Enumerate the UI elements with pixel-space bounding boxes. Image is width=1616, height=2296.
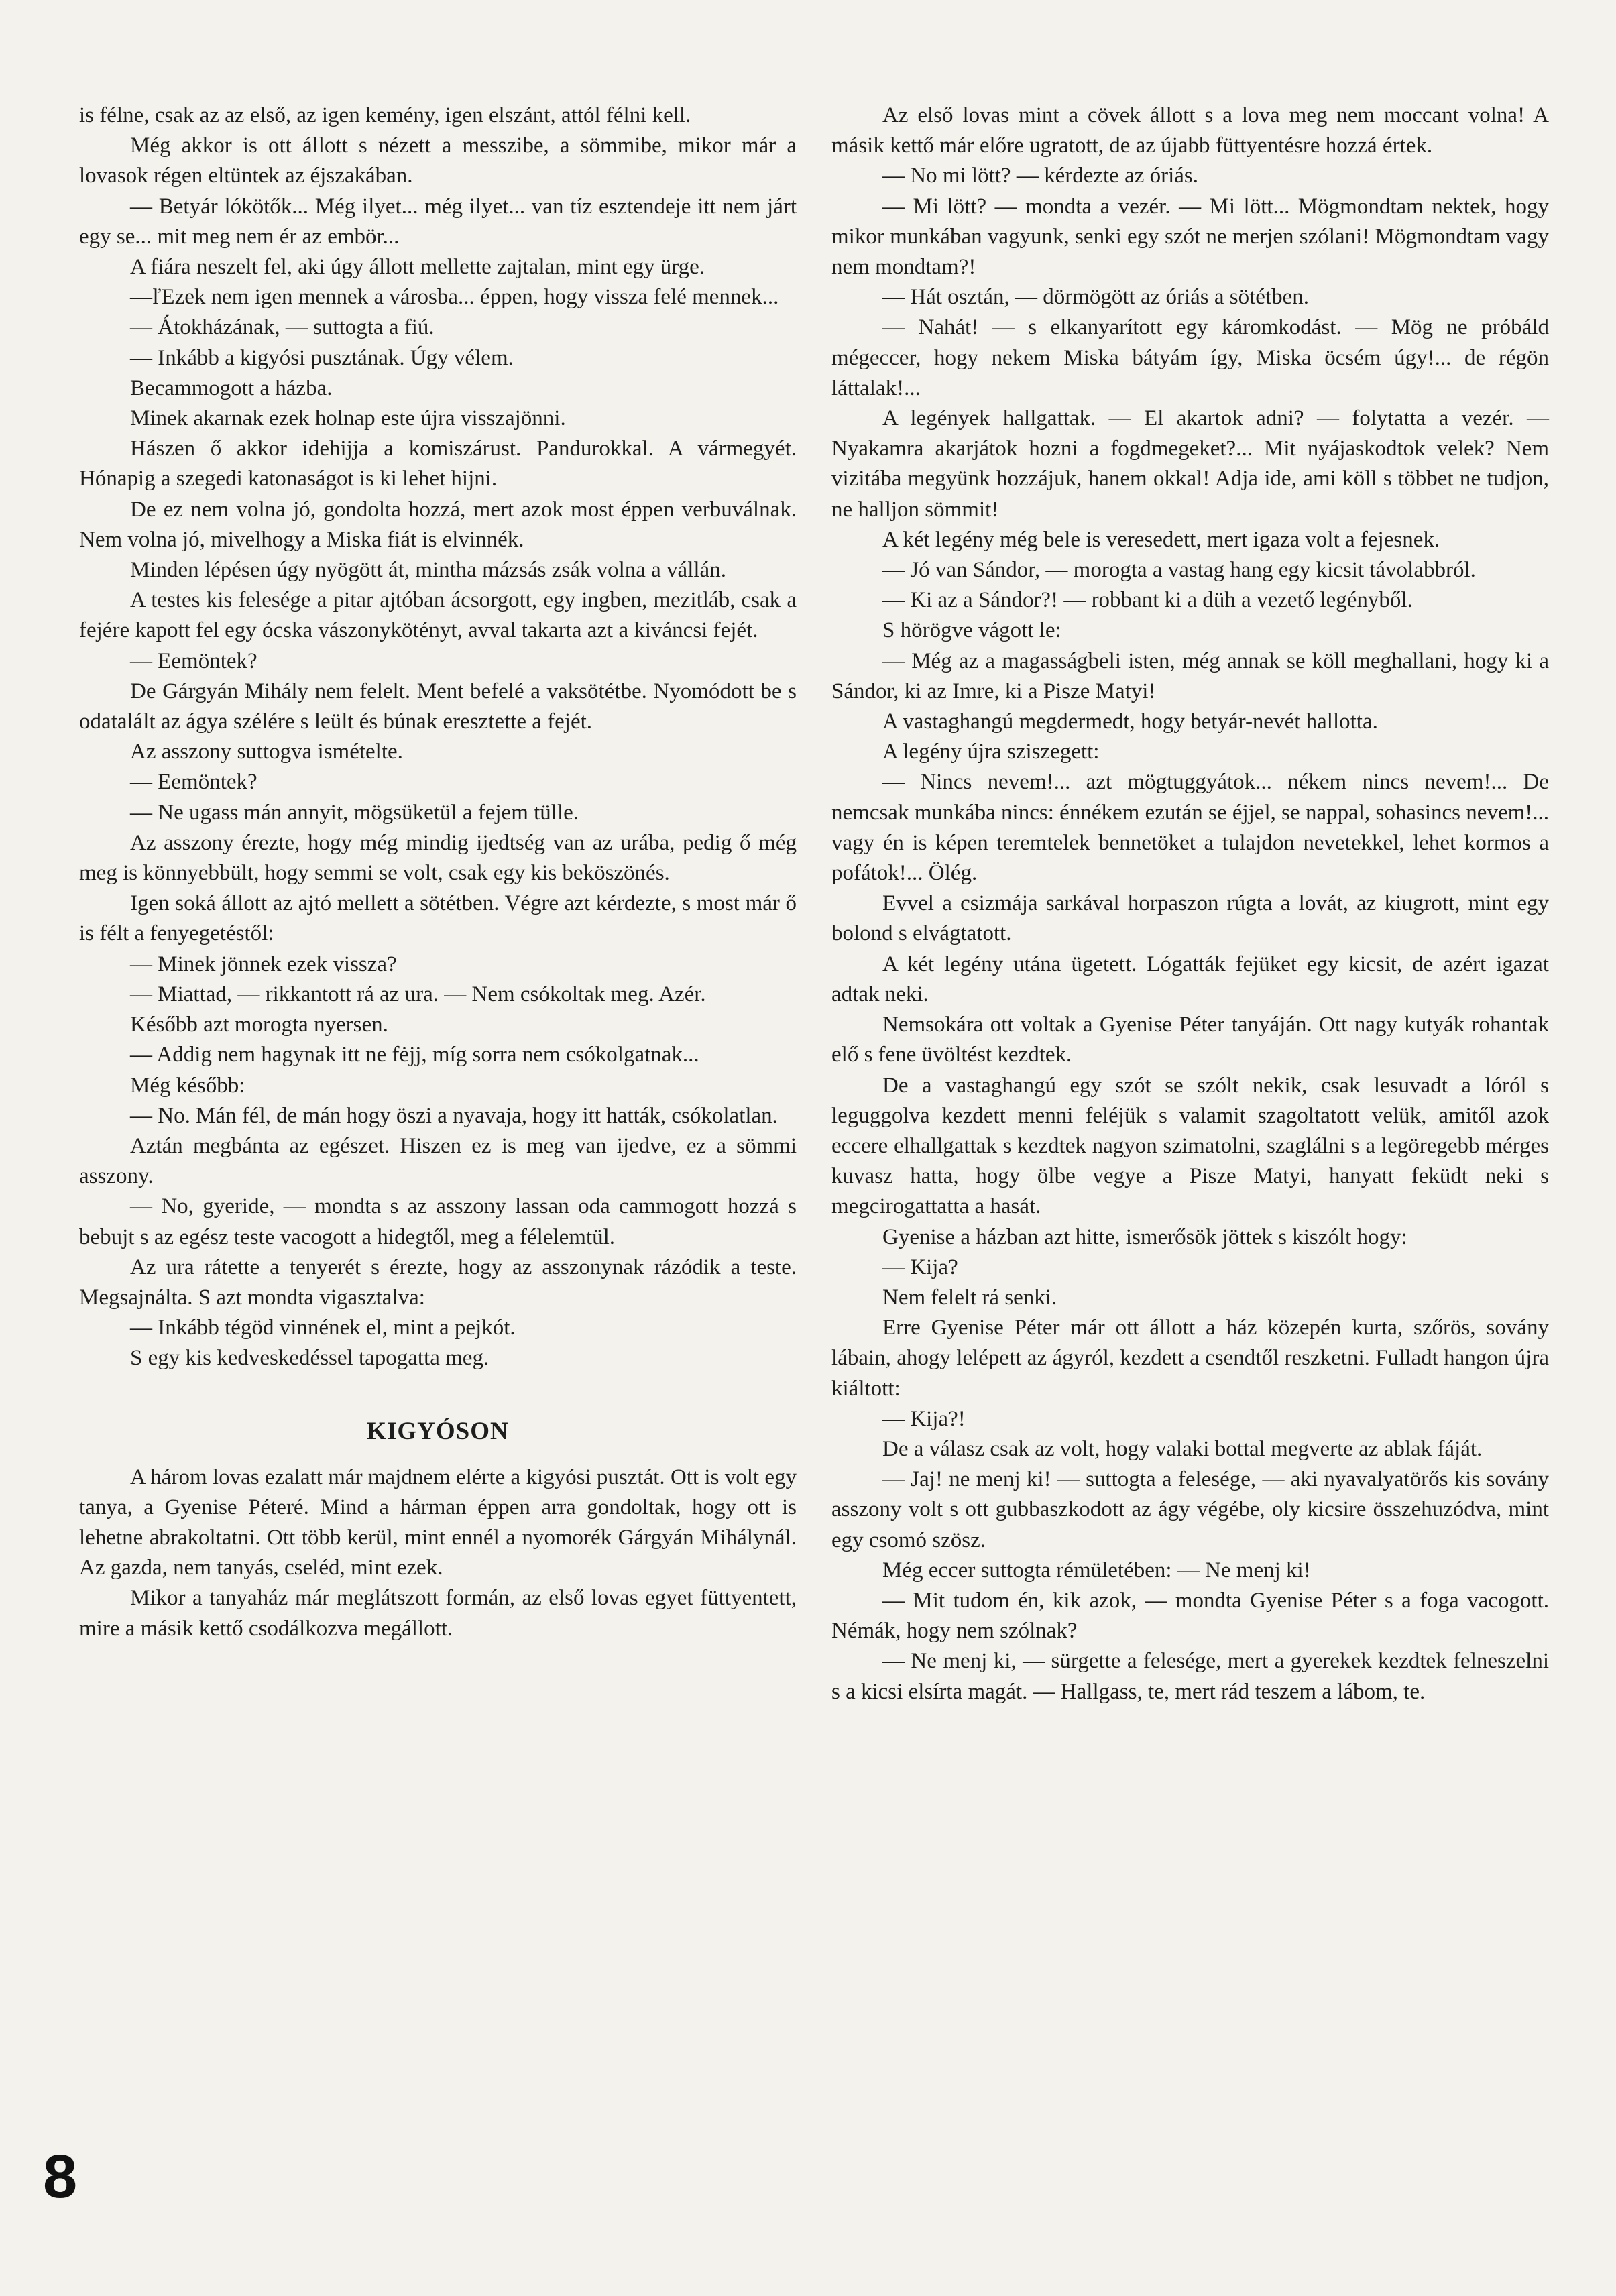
left-column-text-after-heading (79, 1462, 797, 1644)
paragraph: — Minek jönnek ezek vissza? (130, 952, 397, 976)
paragraph: Igen soká állott az ajtó mellett a sötétben. Végre azt kérdezte, s most már ő is félt a fenyegetéstől: (79, 891, 797, 946)
paragraph: — Nahát! — s elkanyarított egy káromkodást. — Mög ne próbáld mégeccer, hogy nekem Miska bátyám így, Miska öcsém úgy!... de régön láttalak!... (831, 315, 1549, 400)
paragraph: — Kija? (882, 1255, 958, 1279)
page-number: 8 (43, 2142, 78, 2211)
paragraph: — Inkább tégöd vinnének el, mint a pejkót. (130, 1316, 516, 1340)
paragraph: — Mi lött? — mondta a vezér. — Mi lött... Mögmondtam nektek, hogy mikor munkában vagyunk, senki egy szót ne merjen szólani! Mögmondtam vagy nem mondtam?! (831, 194, 1549, 280)
paragraph: De a válasz csak az volt, hogy valaki bottal megverte az ablak fáját. (882, 1436, 1483, 1461)
paragraph: — Inkább a kigyósi pusztának. Úgy vélem. (130, 345, 514, 370)
paragraph: Becammogott a házba. (130, 376, 333, 400)
paragraph: Evvel a csizmája sarkával horpaszon rúgta a lovát, az kiugrott, mint egy bolond s elvágtatott. (831, 891, 1549, 946)
paragraph: — No, gyeride, — mondta s az asszony lassan oda cammogott hozzá s bebujt s az egész teste vacogott a hidegtől, meg a félelemtül. (79, 1194, 797, 1249)
paragraph: — Ne ugass mán annyit, mögsüketül a fejem tülle. (130, 800, 579, 825)
paragraph: is félne, csak az az első, az igen kemény, igen elszánt, attól félni kell. (79, 103, 691, 127)
paragraph: — Eemöntek? (130, 648, 257, 673)
paragraph: — Ne menj ki, — sürgette a felesége, mert a gyerekek kezdtek felneszelni s a kicsi elsírta magát. — Hallgass, te, mert rád teszem a lábom, te. (831, 1649, 1549, 1704)
paragraph: Később azt morogta nyersen. (130, 1013, 388, 1037)
paragraph: A legények hallgattak. — El akartok adni? — folytatta a vezér. — Nyakamra akarjátok hozni a fogdmegeket?... Mit nyájaskodtok velek? Nem vizitába megyünk hozzájuk, hanem okkal! Adja ide, ami köll s többet ne tudjon, ne halljon sömmit! (831, 406, 1549, 522)
paragraph: — Betyár lókötők... Még ilyet... még ilyet... van tíz esztendeje itt nem járt egy se... mit meg nem ér az embör... (79, 194, 797, 249)
paragraph: Minden lépésen úgy nyögött át, mintha mázsás zsák volna a vállán. (130, 558, 726, 583)
paragraph: — Még az a magasságbeli isten, még annak se köll meghallani, hogy ki a Sándor, ki az Imre, ki a Pisze Matyi! (831, 648, 1549, 703)
paragraph: — Addig nem hagynak itt ne fėjj, míg sorra nem csókolgatnak... (130, 1043, 699, 1068)
paragraph: S egy kis kedveskedéssel tapogatta meg. (130, 1346, 489, 1371)
paragraph: A két legény még bele is veresedett, mert igaza volt a fejesnek. (882, 527, 1440, 552)
paragraph: De ez nem volna jó, gondolta hozzá, mert azok most éppen verbuválnak. Nem volna jó, mivelhogy a Miska fiát is elvinnék. (79, 497, 797, 552)
paragraph: Még eccer suttogta rémületében: — Ne menj ki! (882, 1558, 1311, 1583)
paragraph: Az asszony suttogva ismételte. (130, 740, 403, 764)
paragraph: — No mi lött? — kérdezte az óriás. (882, 164, 1199, 188)
paragraph: S hörögve vágott le: (882, 618, 1061, 643)
paragraph: A három lovas ezalatt már majdnem elérte a kigyósi pusztát. Ott is volt egy tanya, a Gyenise Péteré. Mind a hárman éppen arra gondoltak, hogy ott is lehetne abrakoltatni. Ott több kerül, mint ennél a nyomorék Gárgyán Mihálynál. Az gazda, nem tanyás, cseléd, mint ezek. (79, 1465, 797, 1581)
paragraph: Hászen ő akkor idehijja a komiszárust. Pandurokkal. A vármegyét. Hónapig a szegedi katonaságot is ki lehet hijni. (79, 437, 797, 492)
paragraph: Minek akarnak ezek holnap este újra visszajönni. (130, 406, 566, 431)
paragraph: Az asszony érezte, hogy még mindig ijedtség van az urába, pedig ő még meg is könnyebbült, hogy semmi se volt, csak egy kis beköszönés. (79, 830, 797, 886)
right-column-text (831, 101, 1549, 1707)
paragraph: De a vastaghangú egy szót se szólt nekik, csak lesuvadt a lóról s leguggolva kezdett menni feléjük s valamit szagoltatott velük, amitől azok eccere elhallgattak s kezdtek nagyon szimatolni, szaglálni s a legöregebb mérges kuvasz hatta, hogy ölbe vegye a Pisze Matyi, hanyatt feküdt neki s megcirogattatta a hasát. (831, 1073, 1549, 1219)
paragraph: A fiára neszelt fel, aki úgy állott mellette zajtalan, mint egy ürge. (130, 255, 705, 280)
paragraph: Még később: (130, 1073, 245, 1098)
paragraph: — Hát osztán, — dörmögött az óriás a sötétben. (882, 285, 1310, 310)
paragraph: Aztán megbánta az egészet. Hiszen ez is meg van ijedve, ez a sömmi asszony. (79, 1133, 797, 1189)
paragraph: — Jó van Sándor, — morogta a vastag hang egy kicsit távolabbról. (882, 558, 1476, 583)
paragraph: Az ura rátette a tenyerét s érezte, hogy az asszonynak rázódik a teste. Megsajnálta. S azt mondta vigasztalva: (79, 1255, 797, 1310)
paragraph: — Eemöntek? (130, 770, 257, 795)
paragraph: De Gárgyán Mihály nem felelt. Ment befelé a vaksötétbe. Nyomódott be s odatalált az ágya szélére s leült és búnak eresztette a fejét. (79, 679, 797, 734)
paragraph: Mikor a tanyaház már meglátszott formán, az első lovas egyet füttyentett, mire a másik kettő csodálkozva megállott. (79, 1586, 797, 1641)
paragraph: Még akkor is ott állott s nézett a messzibe, a sömmibe, mikor már a lovasok régen eltüntek az éjszakában. (79, 133, 797, 188)
paragraph: — Miattad, — rikkantott rá az ura. — Nem csókoltak meg. Azér. (130, 982, 706, 1007)
paragraph: Gyenise a házban azt hitte, ismerősök jöttek s kiszólt hogy: (882, 1224, 1407, 1249)
paragraph: — Kija?! (882, 1406, 966, 1431)
left-column-text-before-heading (79, 101, 797, 1374)
paragraph: — No. Mán fél, de mán hogy öszi a nyavaja, hogy itt hatták, csókolatlan. (130, 1103, 778, 1128)
paragraph: A legény újra sziszegett: (882, 740, 1100, 764)
paragraph: Nemsokára ott voltak a Gyenise Péter tanyáján. Ott nagy kutyák rohantak elő s fene üvöltést kezdtek. (831, 1013, 1549, 1068)
paragraph: A vastaghangú megdermedt, hogy betyár-nevét hallotta. (882, 709, 1378, 734)
paragraph: — Mit tudom én, kik azok, — mondta Gyenise Péter s a foga vacogott. Némák, hogy nem szólnak? (831, 1588, 1549, 1644)
paragraph: — Jaj! ne menj ki! — suttogta a felesége, — aki nyavalyatörős kis sovány asszony volt s ott gubbaszkodott az ágy végébe, oly kicsire összehuzódva, mint egy csomó szösz. (831, 1467, 1549, 1552)
paragraph: Erre Gyenise Péter már ott állott a ház közepén kurta, szőrös, sovány lábain, ahogy lelépett az ágyról, kezdett a csendtől reszketni. Fulladt hangon újra kiáltott: (831, 1316, 1549, 1401)
paragraph: — Átokházának, — suttogta a fiú. (130, 315, 435, 340)
paragraph: Nem felelt rá senki. (882, 1285, 1057, 1310)
paragraph: — Ki az a Sándor?! — robbant ki a düh a vezető legényből. (882, 588, 1413, 613)
right-column (831, 101, 1549, 1707)
paragraph: A testes kis felesége a pitar ajtóban ácsorgott, egy ingben, mezitláb, csak a fejére kapott fel egy ócska vászonykötényt, avval takarta azt a kiváncsi fejét. (79, 588, 797, 643)
paragraph: —ľEzek nem igen mennek a városba... éppen, hogy vissza felé mennek... (130, 285, 779, 310)
paragraph: A két legény utána ügetett. Lógatták fejüket egy kicsit, de azért igazat adtak neki. (831, 952, 1549, 1007)
section-heading: KIGYÓSON (367, 1417, 509, 1445)
left-column (79, 101, 797, 1644)
paragraph: Az első lovas mint a cövek állott s a lova meg nem moccant volna! A másik kettő már előre ugratott, de az újabb füttyentésre hozzá értek. (831, 103, 1549, 158)
paragraph: — Nincs nevem!... azt mögtuggyátok... nékem nincs nevem!... De nemcsak munkába nincs: énnékem ezután se éjjel, se nappal, sohasincs nevem!... vagy én is képen teremtelek bennetöket a tulajdon nevetekkel, lehet kormos a pofátok!... Ölég. (831, 770, 1549, 886)
